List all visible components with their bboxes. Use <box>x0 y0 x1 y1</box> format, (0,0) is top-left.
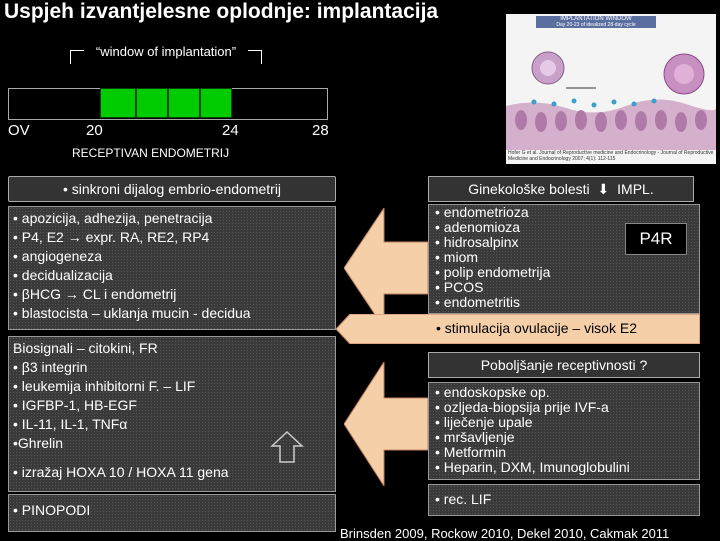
figure-header-title: IMPLANTATION WINDOW <box>560 16 632 22</box>
biosignal-item: Biosignali – citokini, FR <box>13 340 158 356</box>
implantation-mechanisms-box <box>8 206 336 330</box>
dialog-header-text: • sinkroni dijalog embrio-endometrij <box>62 181 282 197</box>
timeline-caption: RECEPTIVAN ENDOMETRIJ <box>72 146 230 160</box>
gyn-diseases-header <box>428 176 694 202</box>
window-day-2 <box>136 88 168 118</box>
disease-item: • endometritis <box>435 294 521 310</box>
improvement-item: • mršavljenje <box>435 429 515 445</box>
figure-header <box>536 16 656 28</box>
biosignal-item: • IGFBP-1, HB-EGF <box>13 397 137 413</box>
stimulation-text: • stimulacija ovulacije – visok E2 <box>436 320 637 336</box>
window-day-3 <box>168 88 200 118</box>
improvement-item: • endoskopske op. <box>435 384 550 400</box>
mechanism-item: • blastocista – uklanja mucin - decidua <box>13 305 251 321</box>
window-label: “window of implantation” <box>95 44 237 59</box>
window-day-1 <box>100 88 136 118</box>
disease-item: • adenomioza <box>435 219 521 235</box>
figure-caption: Hofer G et al. Journal of Reproductive medicine and Endocrinology - Journal of Reproductive Medicine and Endocrinology 2007; 4(1): 112-115 <box>508 150 714 162</box>
mechanism-item: • angiogeneza <box>13 248 102 264</box>
tick-28: 28 <box>312 122 329 139</box>
disease-item: • polip endometrija <box>435 264 551 280</box>
rec-lif-box <box>428 484 700 516</box>
improvement-item: • liječenje upale <box>435 414 533 430</box>
tick-20: 20 <box>86 122 103 139</box>
biosignal-item: • IL-11, IL-1, TNFα <box>13 416 128 432</box>
improve-header <box>428 352 700 378</box>
biosignal-item: • β3 integrin <box>13 359 88 375</box>
pinopodi-box <box>8 494 336 532</box>
tick-24: 24 <box>222 122 239 139</box>
improvement-item: • ozljeda-biopsija prije IVF-a <box>435 399 609 415</box>
improvement-item: • Metformin <box>435 444 507 460</box>
biosignal-item: •Ghrelin <box>13 435 64 451</box>
disease-item: • miom <box>435 249 479 265</box>
rec-lif-item: • rec. LIF <box>435 491 492 507</box>
gyn-diseases-box <box>428 204 700 314</box>
mechanism-item: • βHCG → CL i endometrij <box>13 286 177 302</box>
impl-label: IMPL. <box>617 181 654 197</box>
up-arrow-icon <box>270 430 304 464</box>
left-arrow-icon-2 <box>344 362 428 486</box>
figure-header-sub: Day 20-23 of idealized 28-day cycle <box>556 22 636 28</box>
tick-ov: OV <box>8 122 30 139</box>
improvement-item: • Heparin, DXM, Imunoglobulini <box>435 459 630 475</box>
hoxa-item: • izražaj HOXA 10 / HOXA 11 gena <box>13 464 229 480</box>
biosignal-item: • leukemija inhibitorni F. – LIF <box>13 378 196 394</box>
mechanism-item: • apozicija, adhezija, penetracija <box>13 210 213 226</box>
p4r-label: P4R <box>625 223 687 255</box>
disease-item: • endometrioza <box>435 204 529 220</box>
mechanism-item: • P4, E2 → expr. RA, RE2, RP4 <box>13 229 210 245</box>
disease-item: • PCOS <box>435 279 484 295</box>
biosignals-box <box>8 336 336 492</box>
improvements-box <box>428 382 700 480</box>
gyn-header-text: Ginekološke bolesti <box>468 181 590 197</box>
mechanism-item: • decidualizacija <box>13 267 113 283</box>
citation: Brinsden 2009, Rockow 2010, Dekel 2010, Cakmak 2011 <box>340 526 670 541</box>
disease-item: • hidrosalpinx <box>435 234 519 250</box>
dialog-header <box>8 176 336 202</box>
left-arrow-icon-1 <box>344 208 428 328</box>
endometrium-illustration <box>506 28 716 150</box>
down-arrow-icon: ⬇ <box>597 181 610 197</box>
implantation-window-figure <box>506 14 716 164</box>
page-title: Uspjeh izvantjelesne oplodnje: implantacija <box>4 0 439 23</box>
improve-header-text: Poboljšanje receptivnosti ? <box>480 357 648 373</box>
window-bracket <box>70 44 262 64</box>
pinopodi-item: • PINOPODI <box>13 502 91 518</box>
window-day-4 <box>200 88 232 118</box>
